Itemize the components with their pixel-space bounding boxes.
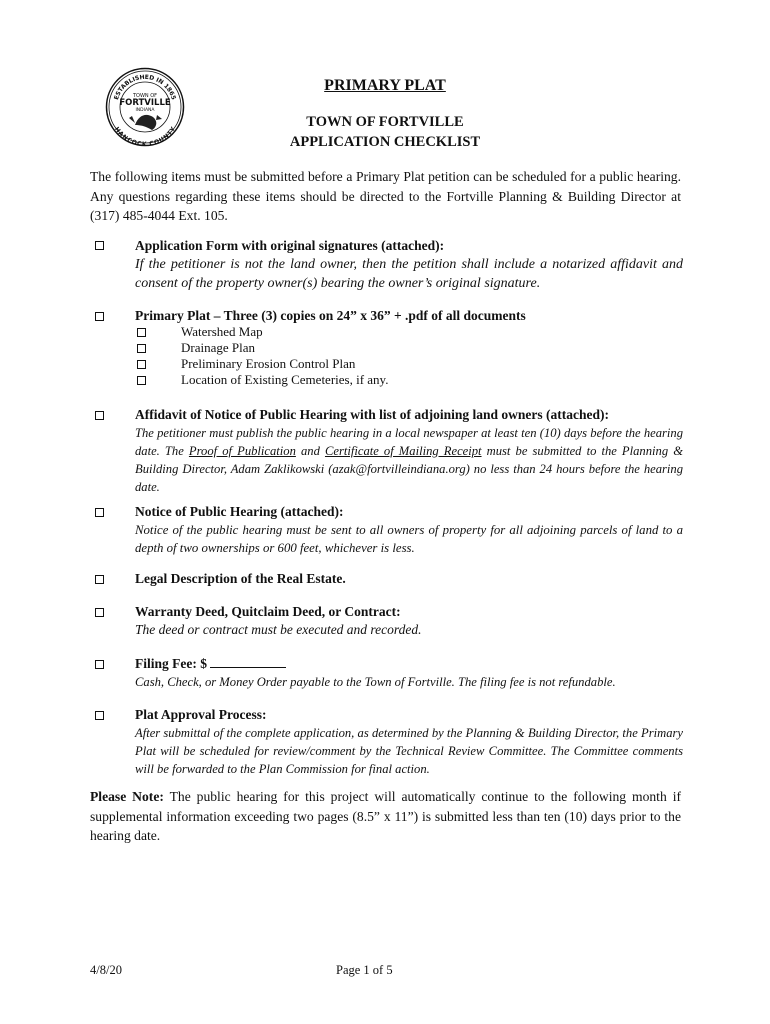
checkbox-application-form[interactable] bbox=[95, 241, 104, 250]
seal-line3: INDIANA bbox=[135, 108, 155, 113]
checkbox-erosion-plan[interactable] bbox=[137, 360, 146, 369]
item-note: The deed or contract must be executed and recorded. bbox=[135, 622, 422, 637]
sub-item-watershed-map: Watershed Map bbox=[181, 324, 263, 339]
item-heading: Plat Approval Process: bbox=[135, 707, 267, 722]
item-heading: Application Form with original signatures (attached): bbox=[135, 238, 445, 253]
please-note-paragraph: Please Note: The public hearing for this project will automatically continue to the following month if supplemental information exceeding two pages (8.5” x 11”) is submitted less than ten (10) days prior to the hearing date. bbox=[90, 789, 681, 844]
checkbox-filing-fee[interactable] bbox=[95, 660, 104, 669]
certificate-of-mailing: Certificate of Mailing Receipt bbox=[324, 444, 482, 458]
checklist-item-primary-plat bbox=[135, 307, 683, 325]
checklist-item-deed bbox=[135, 603, 683, 639]
town-name: TOWN OF FORTVILLE bbox=[306, 114, 464, 130]
checkbox-notice[interactable] bbox=[95, 508, 104, 517]
town-seal bbox=[105, 67, 185, 147]
item-note: Notice of the public hearing must be sent to all owners of property for all adjoining parcels of land to a depth of two ownerships or 600 feet, whichever is less. bbox=[135, 523, 683, 555]
seal-arc-top: ESTABLISHED IN 1865 bbox=[113, 73, 177, 101]
checkbox-affidavit[interactable] bbox=[95, 411, 104, 420]
checklist-item-application-form bbox=[135, 237, 683, 293]
item-note: After submittal of the complete application, as determined by the Planning & Building Director, the Primary Plat will be scheduled for review/comment by the Technical Review Committee. The Committee comments will be forwarded to the Plan Commission for final action. bbox=[135, 726, 683, 776]
item-heading: Primary Plat – Three (3) copies on 24” x 36” + .pdf of all documents bbox=[135, 308, 526, 323]
item-note: If the petitioner is not the land owner, then the petition shall include a notarized affidavit and consent of the property owner(s) bearing the owner’s original signature. bbox=[135, 257, 683, 291]
item-heading: Filing Fee: $ bbox=[135, 655, 683, 673]
proof-of-publication: Proof of Publication bbox=[188, 444, 296, 458]
sub-item-erosion-plan: Preliminary Erosion Control Plan bbox=[181, 356, 356, 371]
checklist-item-plat-approval bbox=[135, 706, 683, 778]
please-note-label: Please Note: bbox=[90, 789, 164, 804]
checkbox-primary-plat[interactable] bbox=[95, 312, 104, 321]
footer-date: 4/8/20 bbox=[90, 963, 122, 977]
footer-page-number: Page 1 of 5 bbox=[336, 963, 393, 977]
item-heading: Notice of Public Hearing (attached): bbox=[135, 504, 344, 519]
page-subtitle: APPLICATION CHECKLIST bbox=[289, 134, 481, 150]
checkbox-legal-description[interactable] bbox=[95, 575, 104, 584]
checklist-item-notice bbox=[135, 503, 683, 557]
item-heading: Warranty Deed, Quitclaim Deed, or Contract: bbox=[135, 604, 401, 619]
checklist-item-legal-description bbox=[135, 570, 683, 588]
sub-item-cemeteries: Location of Existing Cemeteries, if any. bbox=[181, 372, 389, 387]
seal-name: FORTVILLE bbox=[119, 98, 171, 108]
item-heading: Affidavit of Notice of Public Hearing with list of adjoining land owners (attached): bbox=[135, 407, 609, 422]
seal-line1: TOWN OF bbox=[132, 93, 158, 99]
checklist-item-affidavit bbox=[135, 406, 683, 496]
item-note: Cash, Check, or Money Order payable to the Town of Fortville. The filing fee is not refundable. bbox=[135, 675, 616, 689]
page-title: PRIMARY PLAT bbox=[324, 77, 446, 94]
checkbox-deed[interactable] bbox=[95, 608, 104, 617]
sub-item-drainage-plan: Drainage Plan bbox=[181, 340, 256, 355]
checkbox-drainage-plan[interactable] bbox=[137, 344, 146, 353]
checkbox-plat-approval[interactable] bbox=[95, 711, 104, 720]
seal-arc-bottom: HANCOCK COUNTY bbox=[113, 125, 178, 147]
checklist-item-filing-fee bbox=[135, 655, 683, 691]
filing-fee-blank[interactable] bbox=[210, 655, 286, 668]
intro-paragraph: The following items must be submitted before a Primary Plat petition can be scheduled for a public hearing. Any questions regarding these items should be directed to the Fortville Planning & Building Director at (317) 485-4044 Ext. 105. bbox=[90, 169, 681, 224]
svg-text:HANCOCK COUNTY bbox=[113, 125, 177, 147]
checkbox-cemeteries[interactable] bbox=[137, 376, 146, 385]
item-heading: Legal Description of the Real Estate. bbox=[135, 571, 346, 586]
eagle-icon bbox=[135, 115, 156, 130]
item-note: The petitioner must publish the public hearing in a local newspaper at least ten (10) days before the hearing date. The Proof of Publication and Certificate of Mailing Receipt must be submitted to the Planning & Building Director, Adam Zaklikowski (azak@fortvilleindiana.org) no less than 24 hours before the hearing date. bbox=[135, 426, 683, 494]
checkbox-watershed-map[interactable] bbox=[137, 328, 146, 337]
